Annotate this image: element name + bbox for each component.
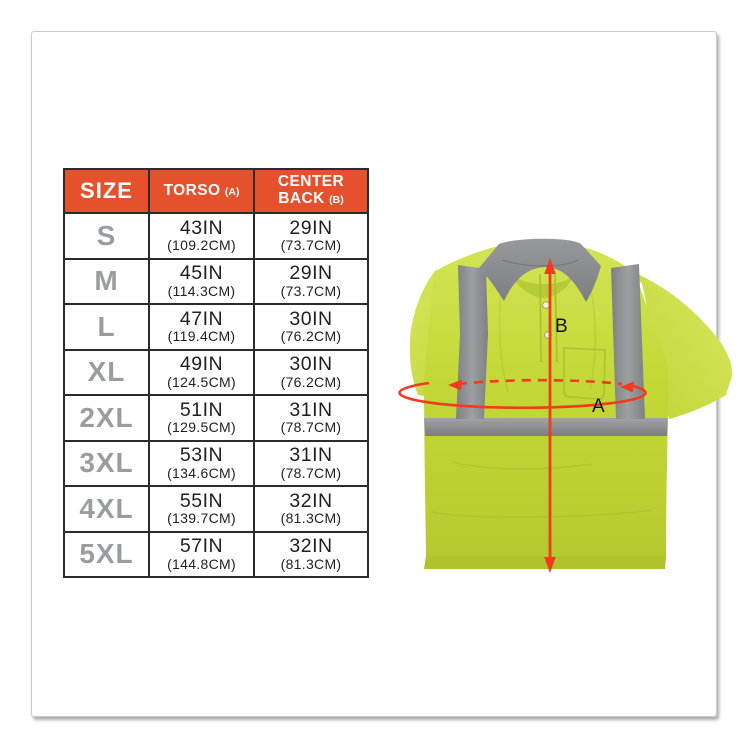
torso-cell (149, 441, 254, 487)
column-header-center-label: CENTER (277, 173, 345, 191)
table-row (64, 395, 368, 441)
center-back-inches: 29IN (289, 262, 333, 285)
center-back-inches: 31IN (289, 398, 333, 421)
center-back-cell (254, 532, 368, 578)
center-back-cm: (78.7CM) (280, 464, 342, 481)
table-row (64, 486, 368, 532)
torso-cm: (124.5CM) (167, 373, 236, 390)
torso-cell (149, 395, 254, 441)
center-back-cm: (76.2CM) (280, 373, 342, 390)
center-back-inches: 31IN (289, 444, 333, 467)
column-header-torso-label: TORSO (163, 181, 221, 199)
torso-cell (149, 259, 254, 305)
torso-inches: 55IN (179, 489, 224, 512)
torso-cell (149, 350, 254, 396)
torso-inches: 51IN (179, 398, 224, 421)
center-back-cell (254, 304, 368, 350)
table-row (64, 532, 368, 578)
torso-inches: 45IN (179, 262, 224, 285)
center-back-inches: 32IN (289, 489, 333, 512)
torso-inches: 57IN (179, 535, 224, 558)
table-row (64, 441, 368, 487)
column-header-torso (149, 169, 254, 213)
size-label: L (64, 304, 149, 350)
size-label: S (64, 213, 149, 259)
center-back-cell (254, 350, 368, 396)
torso-cell (149, 304, 254, 350)
torso-inches: 53IN (179, 444, 224, 467)
size-label: M (64, 259, 149, 305)
column-header-center-back (254, 169, 368, 213)
size-table (63, 168, 369, 578)
center-back-cm: (78.7CM) (280, 419, 342, 436)
torso-cm: (129.5CM) (167, 419, 236, 436)
table-row (64, 213, 368, 259)
center-back-inches: 29IN (289, 216, 333, 239)
size-label: XL (64, 350, 149, 396)
center-back-cell (254, 259, 368, 305)
table-row (64, 350, 368, 396)
reflective-stripe-horizontal (424, 418, 668, 436)
button (543, 302, 550, 309)
torso-cell (149, 213, 254, 259)
torso-cm: (144.8CM) (167, 555, 236, 572)
center-back-cm: (73.7CM) (280, 237, 342, 254)
center-back-cell (254, 486, 368, 532)
center-back-cell (254, 213, 368, 259)
table-row (64, 304, 368, 350)
torso-cm: (134.6CM) (167, 464, 236, 481)
center-back-cm: (73.7CM) (280, 282, 342, 299)
center-back-cm: (76.2CM) (280, 328, 342, 345)
torso-cm: (109.2CM) (167, 237, 236, 254)
column-header-torso-sub: (A) (224, 185, 240, 198)
column-header-size (64, 169, 149, 213)
shirt-measurement-diagram (390, 217, 746, 587)
column-header-back-sub: (B) (329, 193, 344, 206)
table-row (64, 259, 368, 305)
size-label: 5XL (64, 532, 149, 578)
center-back-cm: (81.3CM) (280, 510, 342, 527)
size-table-header-row (64, 169, 368, 213)
torso-inches: 43IN (179, 216, 224, 239)
center-back-cell (254, 395, 368, 441)
column-header-back-label: BACK (278, 189, 325, 207)
center-back-inches: 30IN (289, 353, 333, 376)
center-back-cell (254, 441, 368, 487)
size-label: 3XL (64, 441, 149, 487)
center-back-inches: 30IN (289, 307, 333, 330)
center-back-inches: 32IN (289, 535, 333, 558)
label-a: A (592, 396, 605, 417)
torso-cm: (114.3CM) (167, 282, 236, 299)
reflective-stripe-left (456, 265, 488, 419)
torso-cm: (139.7CM) (167, 510, 236, 527)
size-label: 4XL (64, 486, 149, 532)
center-back-cm: (81.3CM) (280, 555, 342, 572)
column-header-size-label: SIZE (80, 178, 133, 204)
torso-cm: (119.4CM) (167, 328, 236, 345)
torso-cell (149, 532, 254, 578)
size-chart-card (31, 31, 717, 717)
size-label: 2XL (64, 395, 149, 441)
torso-inches: 49IN (179, 353, 224, 376)
torso-cell (149, 486, 254, 532)
label-b: B (555, 316, 568, 337)
torso-inches: 47IN (179, 307, 224, 330)
